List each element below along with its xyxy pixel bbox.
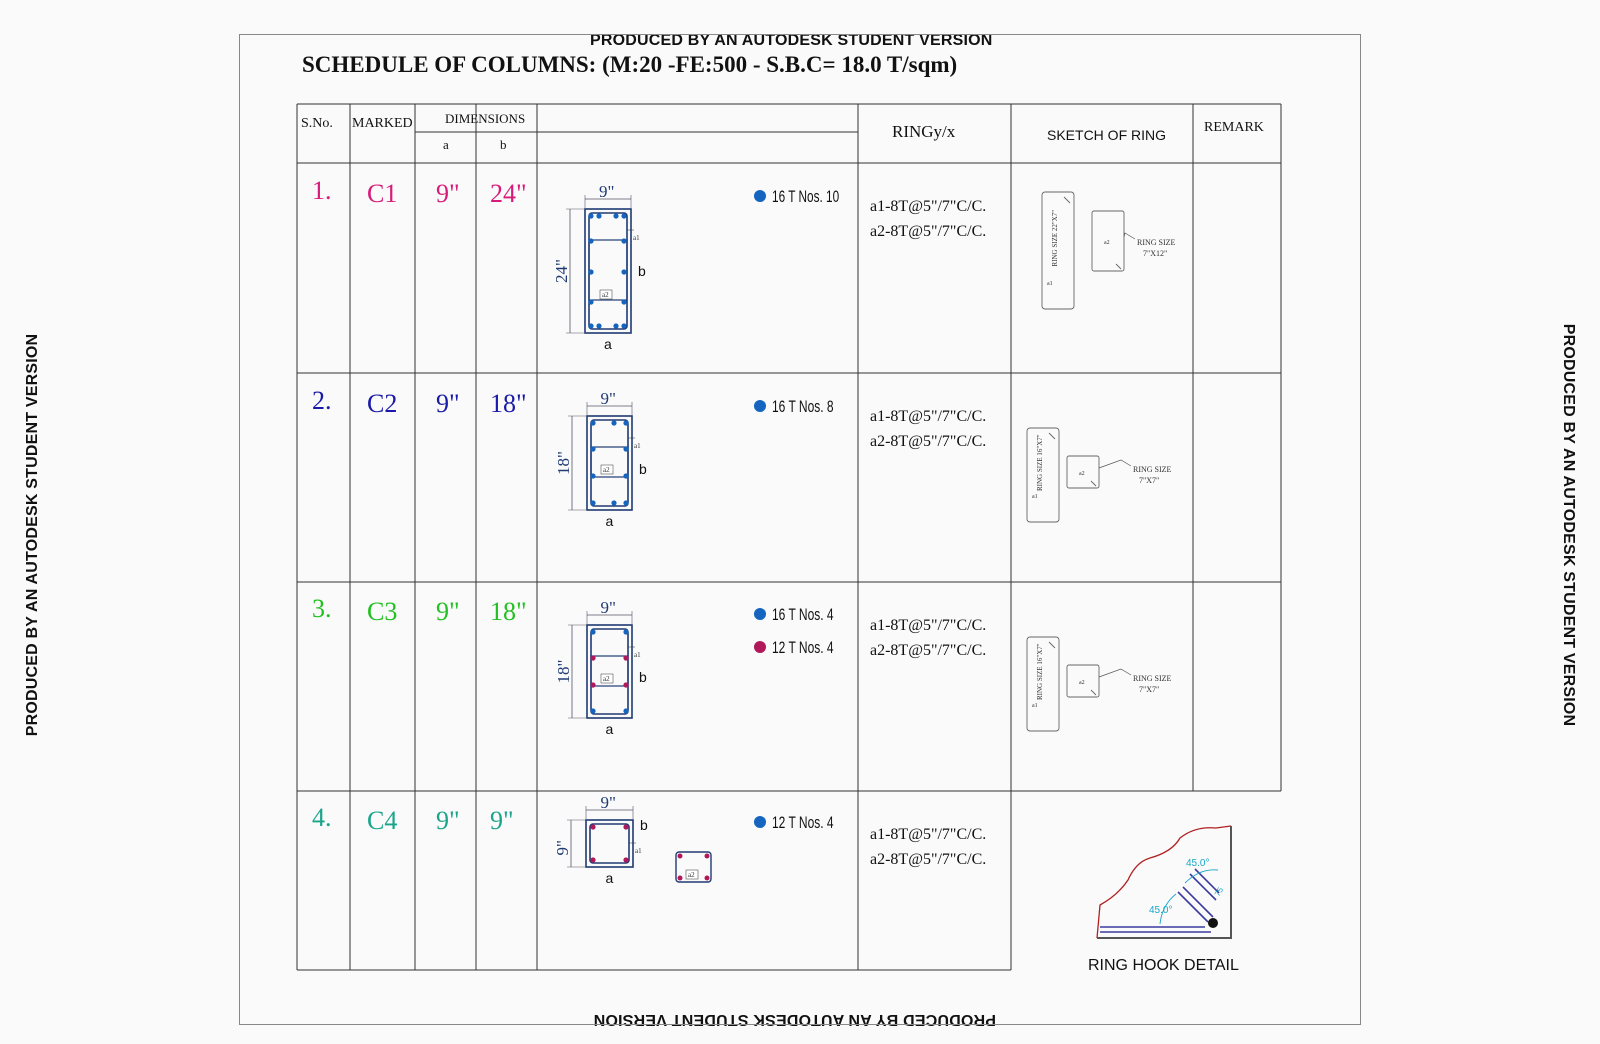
ring-sketch [1042,192,1176,309]
row-mark: C3 [367,597,398,626]
ring-size-small-label: RING SIZE [1133,465,1172,474]
header-dimensions: DIMENSIONS [445,111,526,126]
corner-bar [1208,918,1218,928]
rebar-dot [588,213,593,218]
side-b-label: b [640,817,648,833]
side-a-label: a [605,513,614,529]
rebar-dot [590,500,595,505]
row-dim-b: 18" [490,389,527,418]
hook-detail-caption: RING HOOK DETAIL [1088,957,1239,974]
row-mark: C2 [367,389,398,418]
leader-line [1099,460,1131,468]
ring-size-small-value: 7"X7" [1139,476,1160,485]
rebar-dot [623,473,628,478]
rebar-dot [623,682,628,687]
tag-a2: a2 [603,466,610,474]
rebar-dot [596,213,601,218]
schedule-title: SCHEDULE OF COLUMNS: (M:20 -FE:500 - S.B.C= 18.0 T/sqm) [302,52,958,77]
ring-spec-a1: a1-8T@5"/7"C/C. [870,617,987,634]
header-b: b [500,137,507,152]
column-section [554,598,647,737]
tag-a1: a1 [634,651,641,659]
header-ring: RINGy/x [892,122,956,141]
ring-a1 [589,213,627,329]
bar-legend-label: 16 T Nos. 4 [772,605,834,624]
ring-spec-a2: a2-8T@5"/7"C/C. [870,433,987,450]
dimension-b-label: 18" [554,451,573,475]
column-outline [587,625,632,718]
rebar-dot [590,629,595,634]
row-dim-b: 24" [490,179,527,208]
ring-a1 [590,824,629,863]
dimension-b-label: 9" [553,840,572,856]
rebar-dot [678,876,683,881]
rebar-dot [588,299,593,304]
watermark-left: PRODUCED BY AN AUTODESK STUDENT VERSION [24,333,41,737]
column-section [554,389,647,529]
dimension-a-label: 9" [600,598,616,617]
leader-line [1099,669,1131,677]
dimension-a-label: 9" [599,182,615,201]
rebar-dot [590,682,595,687]
hook-angle-2: 45.0° [1186,858,1210,869]
rebar-dot [705,876,710,881]
tag-a2: a2 [688,871,695,879]
rebar-dot [588,238,593,243]
rebar-dot [611,420,616,425]
rebar-dot [613,323,618,328]
row-dim-b: 18" [490,597,527,626]
rebar-dot [590,857,595,862]
row-dim-a: 9" [436,806,460,835]
rebar-dot [611,500,616,505]
rebar-dot [590,473,595,478]
row-dim-a: 9" [436,179,460,208]
ring-size-small-value: 7"X12" [1143,249,1168,258]
row-sno: 4. [312,803,332,832]
rebar-dot [623,824,628,829]
rebar-dot [621,299,626,304]
rebar-dot [590,420,595,425]
column-outline [587,416,632,510]
rebar-dot [613,213,618,218]
hook-mark [1116,264,1121,269]
header-marked: MARKED [352,116,413,131]
hook-mark [1091,481,1096,486]
side-a-label: a [605,870,614,886]
ring-spec-a2: a2-8T@5"/7"C/C. [870,851,987,868]
rebar-dot [623,857,628,862]
side-a-label: a [604,336,612,352]
rebar-dot [623,446,628,451]
tag-a1: a1 [633,234,640,242]
tag-a1: a1 [1047,281,1053,287]
rebar-dot [623,708,628,713]
tag-a1: a1 [635,847,642,855]
hook-mark [1049,433,1055,439]
row-dim-a: 9" [436,389,460,418]
ring-size-big-label: RING SIZE 22"X7" [1051,209,1059,267]
hook-angle-1: 45.0° [1149,905,1173,916]
rebar-dot [596,323,601,328]
ring-a1 [591,420,628,506]
ring-sketch [1027,428,1172,522]
rebar-dot [588,269,593,274]
leader-line [1124,233,1135,239]
rebar-dot [621,213,626,218]
ring-spec-a2: a2-8T@5"/7"C/C. [870,223,987,240]
row-dim-b: 9" [490,806,514,835]
watermark-top: PRODUCED BY AN AUTODESK STUDENT VERSION [590,32,993,49]
side-b-label: b [639,669,647,685]
tag-a2: a2 [603,675,610,683]
rebar-dot [590,655,595,660]
header-sketch: SKETCH OF RING [1047,127,1167,143]
tag-a1: a1 [1032,494,1038,500]
dimension-a-label: 9" [600,389,616,408]
bar-legend-dot [754,190,766,202]
bar-legend-label: 16 T Nos. 10 [772,187,840,206]
ring-size-small-label: RING SIZE [1133,674,1172,683]
bar-legend-label: 12 T Nos. 4 [772,638,834,657]
row-sno: 2. [312,386,332,415]
hook-mark [1091,690,1096,695]
rebar-dot [705,854,710,859]
rebar-dot [621,269,626,274]
row-mark: C1 [367,179,398,208]
tag-a2: a2 [1079,680,1085,686]
row-mark: C4 [367,806,398,835]
ring-spec-a1: a1-8T@5"/7"C/C. [870,408,987,425]
bar-legend-dot [754,816,766,828]
ring-size-small-label: RING SIZE [1137,238,1176,247]
column-section [552,182,646,352]
rebar-dot [623,629,628,634]
dimension-b-label: 24" [552,259,571,283]
header-sno: S.No. [301,116,333,131]
bar-legend-dot [754,641,766,653]
ring-a1 [591,629,628,714]
header-remark: REMARK [1204,120,1264,135]
side-b-label: b [639,461,647,477]
side-a-label: a [605,721,614,737]
ring-spec-a2: a2-8T@5"/7"C/C. [870,642,987,659]
header-a: a [443,137,449,152]
side-b-label: b [638,263,646,279]
rebar-dot [590,446,595,451]
hook-length-tag: 75 [1212,885,1226,898]
rebar-dot [623,655,628,660]
rebar-dot [678,854,683,859]
row-dim-a: 9" [436,597,460,626]
rebar-dot [621,323,626,328]
dimension-b-label: 18" [554,659,573,684]
tag-a1: a1 [1032,703,1038,709]
rebar-dot [623,500,628,505]
bar-legend-dot [754,608,766,620]
hook-mark [1064,197,1070,203]
tag-a1: a1 [634,442,641,450]
ring-spec-a1: a1-8T@5"/7"C/C. [870,826,987,843]
ring-sketch [1027,637,1172,731]
tag-a2: a2 [602,291,609,299]
rebar-dot [621,238,626,243]
hook-mark [1049,642,1055,648]
ring-size-big-label: RING SIZE 16"X7" [1036,643,1044,700]
tag-a2: a2 [1079,471,1085,477]
ring-spec-a1: a1-8T@5"/7"C/C. [870,198,987,215]
tag-a2: a2 [1104,240,1110,246]
watermark-right: PRODUCED BY AN AUTODESK STUDENT VERSION [1560,323,1577,727]
dimension-a-label: 9" [600,793,616,812]
rebar-dot [588,323,593,328]
bar-legend-label: 12 T Nos. 4 [772,813,834,832]
bar-legend-label: 16 T Nos. 8 [772,397,834,416]
watermark-bottom: PRODUCED BY AN AUTODESK STUDENT VERSION [593,1011,996,1028]
rebar-dot [590,708,595,713]
rebar-dot [623,420,628,425]
row-sno: 1. [312,176,332,205]
bar-legend-dot [754,400,766,412]
ring-size-big-label: RING SIZE 16"X7" [1036,434,1044,491]
row-sno: 3. [312,594,332,623]
rebar-dot [590,824,595,829]
ring-hook-detail [1088,826,1239,974]
ring-size-small-value: 7"X7" [1139,685,1160,694]
